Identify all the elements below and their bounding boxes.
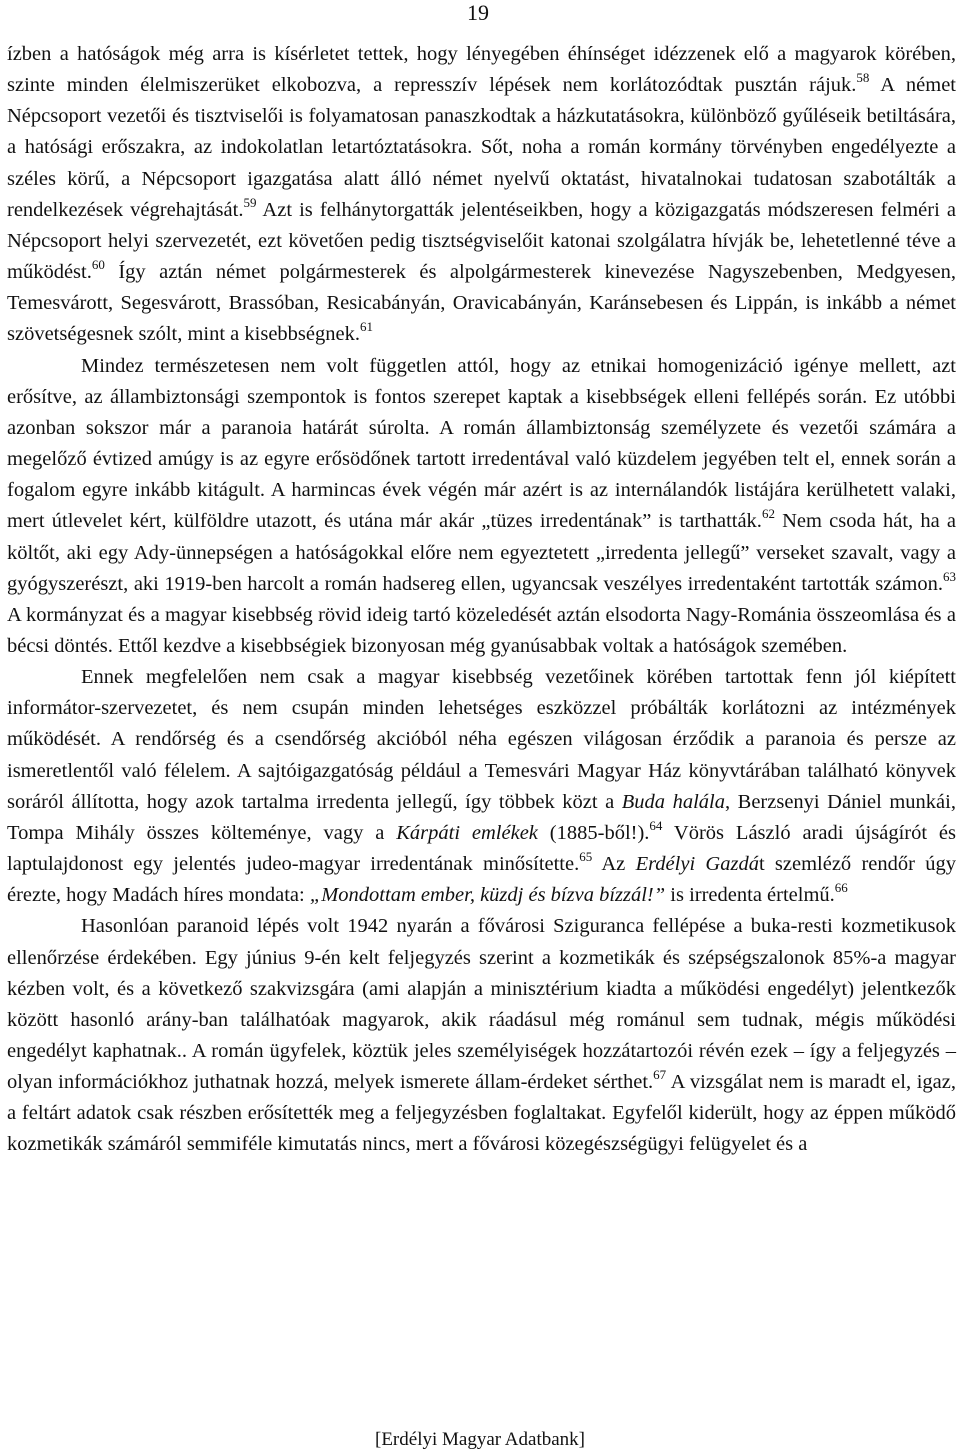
footnote-ref-60[interactable]: 60 <box>91 257 105 273</box>
text-run: Így aztán német polgármesterek és alpolgármesterek kinevezése Nagyszebenben, Medgyesen, Temesvárott, Segesvárott, Brassóban, Resicabányán, Oravicabányán, Karánsebesen és Lippán, is inkább a német szövetségesnek szólt, mint a kisebbségnek. <box>7 261 956 346</box>
footnote-ref-58[interactable]: 58 <box>856 70 870 86</box>
text-run: Azt is felhánytorgatták jelentéseikben, hogy a közigazgatás módszeresen felméri a Népcsoport helyi szervezetét, ezt követően pedig tisztségviselőit katonai szolgálatra hívják be, lehetetlenné téve a működést. <box>7 198 956 284</box>
page-number: 19 <box>467 0 489 25</box>
text-run: A német Népcsoport vezetői és tisztviselői is folyamatosan panaszkodtak a házkutatásokra, különböző gyűléseik betiltására, a hatósági erőszakra, az indokolatlan letartóztatásokra. Sőt, noha a román kormány törvényben engedélyezte a széles körű, a Népcsoport igazgatása alatt álló német nyelvű oktatást, hivatalnokai tudatosan szabotálták a rendelkezések végrehajtását. <box>7 74 956 221</box>
text-run: Vörös László aradi újságírót és laptulajdonost egy jelentés judeo-magyar irredentának minősítette. <box>7 821 956 876</box>
footnote-ref-67[interactable]: 67 <box>653 1067 667 1083</box>
text-run: Hasonlóan paranoid lépés volt 1942 nyarán a fővárosi Sziguranca fellépése a buka-resti kozmetikusok ellenőrzése érdekében. Egy június 9-én kelt feljegyzés szerint a kozmetikák és szépségszalonok 85%-a magyar kézben volt, és a következő szakvizsgára (ami alapján a minisztérium kiadta a működési engedélyt) jelentkezők között hasonló arány-ban találhatóak magyarok, akik ráadásul még románul sem tudnak, mégis működési engedélyt kaphatnak.. A román ügyfelek, köztük jeles személyiségek hozzátartozói révén ezek – így a feljegyzés – olyan információkhoz juthatnak hozzá, melyek ismerete állam-érdeket sérthet. <box>7 915 956 1094</box>
footnote-ref-65[interactable]: 65 <box>579 849 593 865</box>
paragraph-1 <box>7 39 956 351</box>
text-run: Nem csoda hát, ha a költőt, aki egy Ady-ünnepségen a hatóságokkal előre nem egyeztetett „irredenta jellegű” verseket szavalt, vagy a gyógyszerészt, aki 1919-ben harcolt a román hadsereg ellen, ugyancsak veszélyes irredentaként tartották számon. <box>7 510 956 595</box>
paragraph-3 <box>7 662 956 911</box>
footnote-ref-62[interactable]: 62 <box>761 506 775 522</box>
footnote-ref-66[interactable]: 66 <box>834 880 848 896</box>
italic-title-erdelyi-gazda: Erdélyi Gazdá <box>635 853 759 876</box>
text-run: (1885-ből!). <box>537 821 650 844</box>
italic-title-buda-halala: Buda halála <box>621 790 725 813</box>
text-run: is irredenta értelmű. <box>665 884 835 907</box>
footnote-ref-64[interactable]: 64 <box>649 817 663 833</box>
text-run: Ennek megfelelően nem csak a magyar kisebbség vezetőinek körében tartottak fenn jól kiépített informátor-szervezetet, és nem csupán minden lehetséges eszközzel próbálták korlátozni az intézmények működését. A rendőrség és a csendőrség akcióból néha egészen világosan érződik a paranoia és persze az ismeretlentől való félelem. A sajtóigazgatóság például a Temesvári Magyar Ház könyvtárában található könyvek soráról állította, hogy azok tartalma irredenta jellegű, így többek közt a <box>7 666 956 813</box>
text-run: A vizsgálat nem is maradt el, igaz, a feltárt adatok csak részben erősítették meg a feljegyzésben foglaltakat. Egyfelől kiderült, hogy az éppen működő kozmetikák számáról semmiféle kimutatás nincs, mert a fővárosi közegészségügyi felügyelet és a <box>7 1071 956 1156</box>
paragraph-4 <box>7 911 956 1160</box>
italic-title-karpati-emlekek: Kárpáti emlékek <box>396 821 538 844</box>
italic-quote-madach: „Mondottam ember, küzdj és bízva bízzál!” <box>309 884 666 907</box>
text-run: t szemléző rendőr úgy érezte, hogy Madách híres mondata: <box>7 853 956 907</box>
text-run: Az <box>592 853 636 876</box>
text-run: A kormányzat és a magyar kisebbség rövid ideig tartó közeledését aztán elsodorta Nagy-Románia összeomlása és a bécsi döntés. Ettől kezdve a kisebbségiek bizonyosan még gyanúsabbak voltak a hatóságok szemében. <box>7 603 956 657</box>
footer-source: [Erdélyi Magyar Adatbank] <box>375 1429 585 1450</box>
footnote-ref-63[interactable]: 63 <box>943 568 956 584</box>
footnote-ref-61[interactable]: 61 <box>359 319 373 335</box>
text-run: Mindez természetesen nem volt független attól, hogy az etnikai homogenizáció igénye mellett, azt erősítve, az állambiztonsági szempontok is fontos szerepet kaptak a kisebbségek elleni fellépés során. Ez utóbbi azonban sokszor már a paranoia határát súrolta. A román állambiztonság személyzete és vezetői számára a megelőző évtized amúgy is az egyre erősödőnek tartott irredentával való küzdelem jegyében telt el, ennek során a fogalom egyre inkább kitágult. A harmincas évek végén már azért is az internálandók listájára kerülhetett valaki, mert útlevelet kért, külföldre utazott, és utána már akár „tüzes irredentának” is tarthatták. <box>7 354 956 533</box>
footnote-ref-59[interactable]: 59 <box>243 194 257 210</box>
text-run: , Berzsenyi Dániel munkái, Tompa Mihály összes költeménye, vagy a <box>7 790 956 844</box>
body-text <box>7 39 956 1161</box>
paragraph-2 <box>7 351 956 663</box>
text-run: ízben a hatóságok még arra is kísérletet tettek, hogy lényegében éhínséget idézzenek elő a magyarok körében, szinte minden élelmiszerüket elkobozva, a represszív lépések nem korlátozódtak pusztán rájuk. <box>7 43 956 97</box>
